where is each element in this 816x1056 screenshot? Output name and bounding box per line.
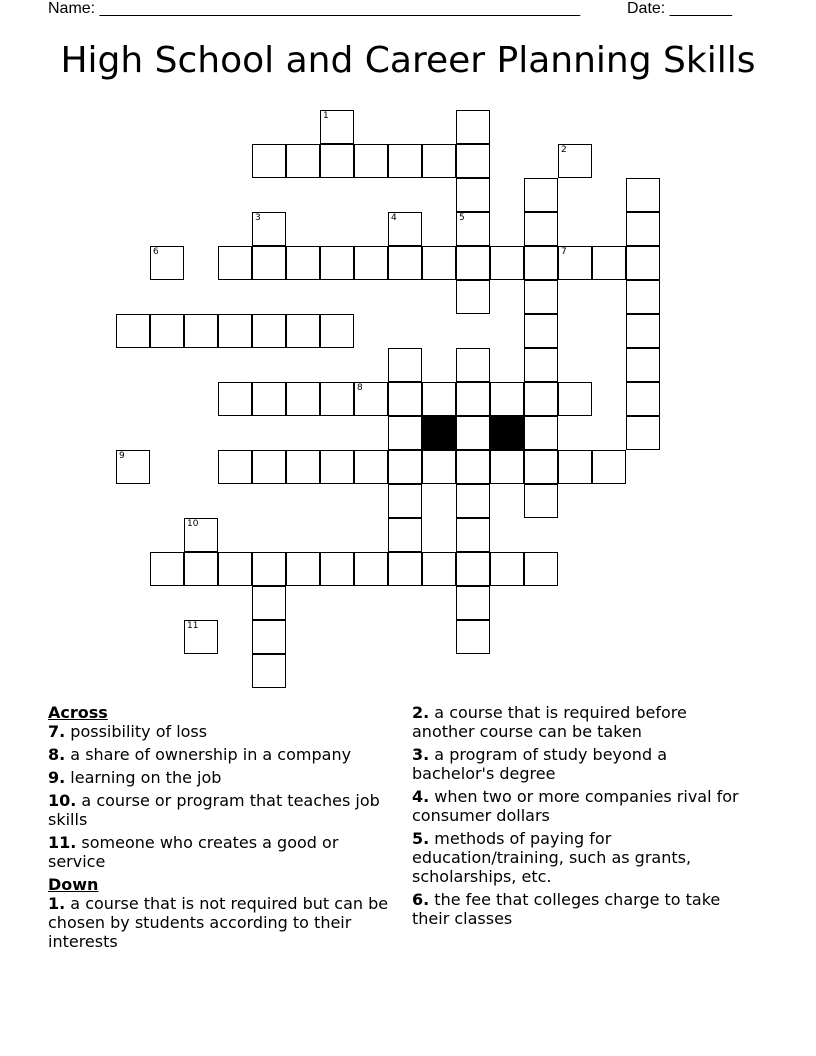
grid-cell[interactable] (354, 552, 388, 586)
grid-cell[interactable] (490, 552, 524, 586)
grid-cell[interactable] (252, 552, 286, 586)
name-label: Name: (48, 0, 96, 17)
grid-cell[interactable] (218, 246, 252, 280)
grid-cell[interactable] (184, 314, 218, 348)
grid-cell[interactable] (388, 144, 422, 178)
grid-cell[interactable] (320, 246, 354, 280)
grid-cell[interactable] (626, 178, 660, 212)
grid-cell[interactable] (524, 178, 558, 212)
grid-cell[interactable] (388, 348, 422, 382)
grid-cell[interactable] (490, 382, 524, 416)
grid-cell[interactable] (524, 314, 558, 348)
grid-cell[interactable] (388, 450, 422, 484)
grid-cell[interactable] (218, 450, 252, 484)
clue-item-number: 3. (412, 745, 430, 764)
grid-cell[interactable] (558, 382, 592, 416)
grid-cell[interactable] (354, 382, 388, 416)
grid-cell[interactable] (456, 178, 490, 212)
grid-cell[interactable] (286, 246, 320, 280)
grid-cell[interactable] (456, 518, 490, 552)
grid-cell[interactable] (456, 280, 490, 314)
grid-cell[interactable] (524, 552, 558, 586)
grid-cell[interactable] (558, 246, 592, 280)
clue-item-text: learning on the job (65, 768, 222, 787)
clue-item-text: a program of study beyond a bachelor's degree (412, 745, 667, 783)
grid-cell[interactable] (456, 212, 490, 246)
grid-cell[interactable] (626, 314, 660, 348)
clue-item-number: 5. (412, 829, 430, 848)
grid-cell[interactable] (456, 552, 490, 586)
clue-item (412, 745, 752, 783)
grid-cell[interactable] (252, 246, 286, 280)
grid-cell[interactable] (286, 382, 320, 416)
clue-item-number: 11. (48, 833, 77, 852)
grid-cell[interactable] (354, 246, 388, 280)
grid-cell[interactable] (422, 450, 456, 484)
across-clue-list (48, 722, 398, 871)
grid-cell[interactable] (422, 144, 456, 178)
clue-item (412, 787, 752, 825)
grid-cell[interactable] (286, 552, 320, 586)
grid-cell[interactable] (626, 212, 660, 246)
clue-number: 10 (187, 519, 199, 529)
grid-cell[interactable] (252, 450, 286, 484)
grid-cell[interactable] (388, 212, 422, 246)
grid-cell[interactable] (456, 382, 490, 416)
grid-cell[interactable] (320, 552, 354, 586)
grid-cell[interactable] (524, 450, 558, 484)
clue-number: 5 (459, 213, 465, 223)
grid-cell[interactable] (388, 484, 422, 518)
grid-cell[interactable] (320, 110, 354, 144)
clue-item-number: 8. (48, 745, 66, 764)
clue-number: 11 (187, 621, 199, 631)
grid-cell[interactable] (286, 314, 320, 348)
clue-item (412, 890, 752, 928)
clue-item-text: a course or program that teaches job skills (48, 791, 380, 829)
grid-cell[interactable] (524, 280, 558, 314)
grid-cell[interactable] (524, 212, 558, 246)
grid-cell[interactable] (524, 416, 558, 450)
clue-number: 1 (323, 111, 329, 121)
grid-cell[interactable] (626, 382, 660, 416)
clue-item (48, 833, 398, 871)
clue-number: 6 (153, 247, 159, 257)
grid-cell[interactable] (388, 552, 422, 586)
clue-item-text: the fee that colleges charge to take their classes (412, 890, 721, 928)
clue-item-number: 1. (48, 894, 66, 913)
grid-cell[interactable] (286, 450, 320, 484)
grid-cell[interactable] (388, 246, 422, 280)
clue-number: 9 (119, 451, 125, 461)
grid-cell[interactable] (388, 416, 422, 450)
clues-right-column (412, 703, 752, 932)
grid-cell[interactable] (422, 552, 456, 586)
grid-cell[interactable] (456, 416, 490, 450)
grid-cell[interactable] (150, 314, 184, 348)
grid-cell[interactable] (626, 246, 660, 280)
clue-item (48, 768, 398, 787)
grid-cell[interactable] (524, 484, 558, 518)
grid-cell[interactable] (456, 246, 490, 280)
grid-cell[interactable] (456, 348, 490, 382)
grid-cell[interactable] (388, 518, 422, 552)
grid-cell[interactable] (592, 246, 626, 280)
grid-cell[interactable] (218, 552, 252, 586)
grid-cell[interactable] (456, 484, 490, 518)
grid-cell[interactable] (252, 212, 286, 246)
grid-cell[interactable] (456, 144, 490, 178)
black-cell (422, 416, 456, 450)
clue-item-number: 10. (48, 791, 77, 810)
clue-item-text: possibility of loss (65, 722, 208, 741)
grid-cell[interactable] (150, 246, 184, 280)
clue-number: 4 (391, 213, 397, 223)
grid-cell[interactable] (456, 450, 490, 484)
grid-cell[interactable] (456, 620, 490, 654)
date-label: Date: (627, 0, 666, 17)
grid-cell[interactable] (184, 552, 218, 586)
grid-cell[interactable] (422, 382, 456, 416)
clue-item (48, 745, 398, 764)
grid-cell[interactable] (388, 382, 422, 416)
grid-cell[interactable] (252, 382, 286, 416)
grid-cell[interactable] (456, 110, 490, 144)
grid-cell[interactable] (116, 314, 150, 348)
clue-item-text: a course that is required before another course can be taken (412, 703, 687, 741)
grid-cell[interactable] (252, 314, 286, 348)
grid-cell[interactable] (218, 314, 252, 348)
down-heading: Down (48, 875, 99, 894)
grid-cell[interactable] (116, 450, 150, 484)
grid-cell[interactable] (354, 144, 388, 178)
grid-cell[interactable] (558, 144, 592, 178)
grid-cell[interactable] (252, 620, 286, 654)
clue-item (412, 703, 752, 741)
clue-number: 2 (561, 145, 567, 155)
clue-item-number: 2. (412, 703, 430, 722)
grid-cell[interactable] (524, 382, 558, 416)
clue-item-text: when two or more companies rival for consumer dollars (412, 787, 739, 825)
grid-cell[interactable] (150, 552, 184, 586)
grid-cell[interactable] (422, 246, 456, 280)
clue-number: 8 (357, 383, 363, 393)
name-blank: ______________________________________________________ (99, 0, 581, 17)
down-clue-list-continued (412, 703, 752, 928)
grid-cell[interactable] (524, 246, 558, 280)
clue-number: 3 (255, 213, 261, 223)
clue-item (48, 894, 398, 951)
grid-cell[interactable] (252, 654, 286, 688)
clue-item-text: methods of paying for education/training, such as grants, scholarships, etc. (412, 829, 692, 886)
grid-cell[interactable] (456, 586, 490, 620)
grid-cell[interactable] (558, 450, 592, 484)
grid-cell[interactable] (524, 348, 558, 382)
black-cell (490, 416, 524, 450)
clue-item-number: 9. (48, 768, 66, 787)
grid-cell[interactable] (490, 246, 524, 280)
clue-number: 7 (561, 247, 567, 257)
grid-cell[interactable] (252, 144, 286, 178)
grid-cell[interactable] (320, 144, 354, 178)
grid-cell[interactable] (490, 450, 524, 484)
grid-cell[interactable] (184, 518, 218, 552)
clue-item-text: someone who creates a good or service (48, 833, 339, 871)
clue-item-number: 4. (412, 787, 430, 806)
clue-item (48, 791, 398, 829)
grid-cell[interactable] (286, 144, 320, 178)
grid-cell[interactable] (218, 382, 252, 416)
clue-item-number: 7. (48, 722, 66, 741)
grid-cell[interactable] (626, 280, 660, 314)
grid-cell[interactable] (320, 382, 354, 416)
across-heading: Across (48, 703, 108, 722)
grid-cell[interactable] (354, 450, 388, 484)
down-clue-list (48, 894, 398, 951)
clue-item-text: a share of ownership in a company (65, 745, 352, 764)
grid-cell[interactable] (320, 314, 354, 348)
clue-item (412, 829, 752, 886)
clue-item (48, 722, 398, 741)
date-blank: _______ (669, 0, 732, 17)
grid-cell[interactable] (184, 620, 218, 654)
grid-cell[interactable] (320, 450, 354, 484)
grid-cell[interactable] (626, 348, 660, 382)
clues-left-column (48, 703, 398, 955)
grid-cell[interactable] (592, 450, 626, 484)
grid-cell[interactable] (252, 586, 286, 620)
clue-item-text: a course that is not required but can be chosen by students according to their interests (48, 894, 389, 951)
page-title: High School and Career Planning Skills (60, 40, 756, 81)
clue-item-number: 6. (412, 890, 430, 909)
grid-cell[interactable] (626, 416, 660, 450)
